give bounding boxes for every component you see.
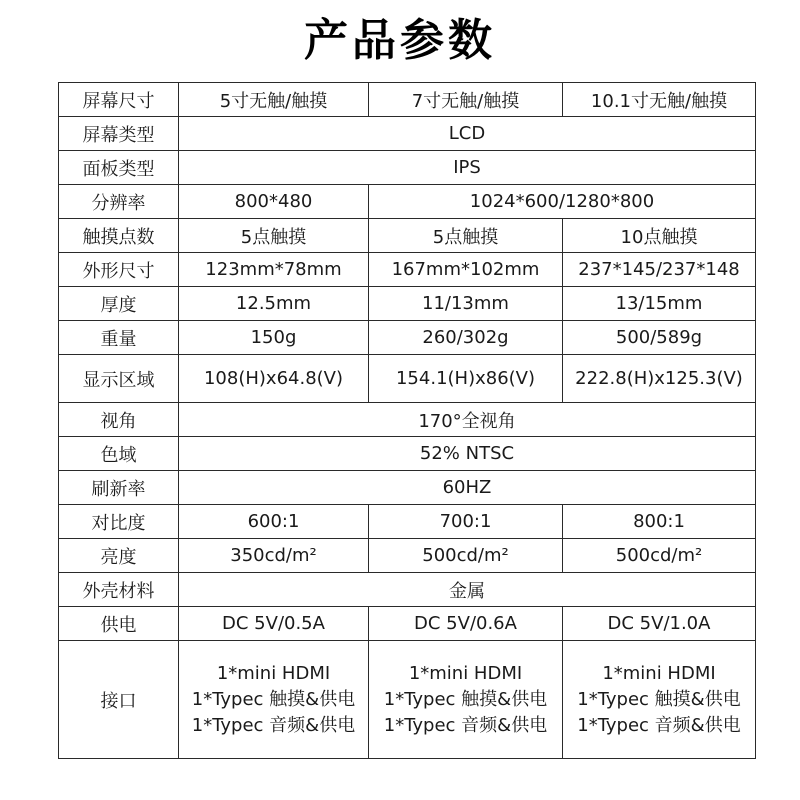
row-label: 视角 bbox=[59, 403, 179, 437]
row-label: 色域 bbox=[59, 437, 179, 471]
cell-10inch: 13/15mm bbox=[563, 287, 756, 321]
row-label: 屏幕类型 bbox=[59, 117, 179, 151]
interface-line: 1*Typec 触摸&供电 bbox=[383, 688, 548, 710]
cell-10inch: 222.8(H)x125.3(V) bbox=[563, 355, 756, 403]
cell-7inch: 154.1(H)x86(V) bbox=[369, 355, 563, 403]
table-row bbox=[59, 573, 756, 607]
cell-10inch: 800:1 bbox=[563, 505, 756, 539]
cell-5inch: 150g bbox=[179, 321, 369, 355]
table-row bbox=[59, 641, 756, 759]
table-row bbox=[59, 539, 756, 573]
cell-10inch bbox=[563, 641, 756, 759]
row-label: 面板类型 bbox=[59, 151, 179, 185]
interface-line: 1*Typec 音频&供电 bbox=[577, 714, 741, 736]
row-label: 屏幕尺寸 bbox=[59, 83, 179, 117]
row-label: 接口 bbox=[59, 641, 179, 759]
cell-merged: 60HZ bbox=[179, 471, 756, 505]
cell-merged: 1024*600/1280*800 bbox=[369, 185, 756, 219]
cell-7inch: 700:1 bbox=[369, 505, 563, 539]
cell-merged: LCD bbox=[179, 117, 756, 151]
cell-5inch bbox=[179, 641, 369, 759]
cell-10inch: 10点触摸 bbox=[563, 219, 756, 253]
cell-5inch: 5寸无触/触摸 bbox=[179, 83, 369, 117]
cell-5inch: 12.5mm bbox=[179, 287, 369, 321]
cell-10inch: 500cd/m² bbox=[563, 539, 756, 573]
spec-table bbox=[58, 82, 756, 759]
cell-7inch: 7寸无触/触摸 bbox=[369, 83, 563, 117]
interface-line: 1*mini HDMI bbox=[602, 662, 716, 684]
table-row bbox=[59, 219, 756, 253]
cell-7inch: 167mm*102mm bbox=[369, 253, 563, 287]
interface-line: 1*Typec 音频&供电 bbox=[383, 714, 548, 736]
cell-7inch bbox=[369, 641, 563, 759]
table-row bbox=[59, 287, 756, 321]
cell-10inch: DC 5V/1.0A bbox=[563, 607, 756, 641]
row-label: 亮度 bbox=[59, 539, 179, 573]
cell-7inch: 5点触摸 bbox=[369, 219, 563, 253]
interface-line: 1*mini HDMI bbox=[408, 662, 523, 684]
row-label: 分辨率 bbox=[59, 185, 179, 219]
row-label: 厚度 bbox=[59, 287, 179, 321]
interface-line: 1*mini HDMI bbox=[216, 662, 331, 684]
cell-7inch: 260/302g bbox=[369, 321, 563, 355]
table-row bbox=[59, 355, 756, 403]
table-row bbox=[59, 607, 756, 641]
table-row bbox=[59, 321, 756, 355]
row-label: 供电 bbox=[59, 607, 179, 641]
row-label: 对比度 bbox=[59, 505, 179, 539]
row-label: 显示区域 bbox=[59, 355, 179, 403]
cell-5inch: 350cd/m² bbox=[179, 539, 369, 573]
cell-5inch: 108(H)x64.8(V) bbox=[179, 355, 369, 403]
cell-5inch: 123mm*78mm bbox=[179, 253, 369, 287]
cell-10inch: 10.1寸无触/触摸 bbox=[563, 83, 756, 117]
table-row bbox=[59, 437, 756, 471]
table-row bbox=[59, 253, 756, 287]
cell-5inch: 600:1 bbox=[179, 505, 369, 539]
cell-merged: 170°全视角 bbox=[179, 403, 756, 437]
cell-5inch: 800*480 bbox=[179, 185, 369, 219]
cell-5inch: 5点触摸 bbox=[179, 219, 369, 253]
row-label: 刷新率 bbox=[59, 471, 179, 505]
table-row bbox=[59, 117, 756, 151]
cell-7inch: DC 5V/0.6A bbox=[369, 607, 563, 641]
table-row bbox=[59, 471, 756, 505]
table-row bbox=[59, 83, 756, 117]
cell-5inch: DC 5V/0.5A bbox=[179, 607, 369, 641]
table-row bbox=[59, 505, 756, 539]
cell-merged: 52% NTSC bbox=[179, 437, 756, 471]
row-label: 外壳材料 bbox=[59, 573, 179, 607]
interface-line: 1*Typec 触摸&供电 bbox=[577, 688, 741, 710]
cell-merged: IPS bbox=[179, 151, 756, 185]
row-label: 重量 bbox=[59, 321, 179, 355]
cell-10inch: 500/589g bbox=[563, 321, 756, 355]
row-label: 触摸点数 bbox=[59, 219, 179, 253]
interface-line: 1*Typec 触摸&供电 bbox=[191, 688, 356, 710]
cell-7inch: 11/13mm bbox=[369, 287, 563, 321]
cell-10inch: 237*145/237*148 bbox=[563, 253, 756, 287]
cell-7inch: 500cd/m² bbox=[369, 539, 563, 573]
interface-line: 1*Typec 音频&供电 bbox=[191, 714, 356, 736]
page-title: 产品参数 bbox=[304, 15, 496, 66]
cell-merged: 金属 bbox=[179, 573, 756, 607]
row-label: 外形尺寸 bbox=[59, 253, 179, 287]
table-row bbox=[59, 151, 756, 185]
table-row bbox=[59, 185, 756, 219]
table-row bbox=[59, 403, 756, 437]
